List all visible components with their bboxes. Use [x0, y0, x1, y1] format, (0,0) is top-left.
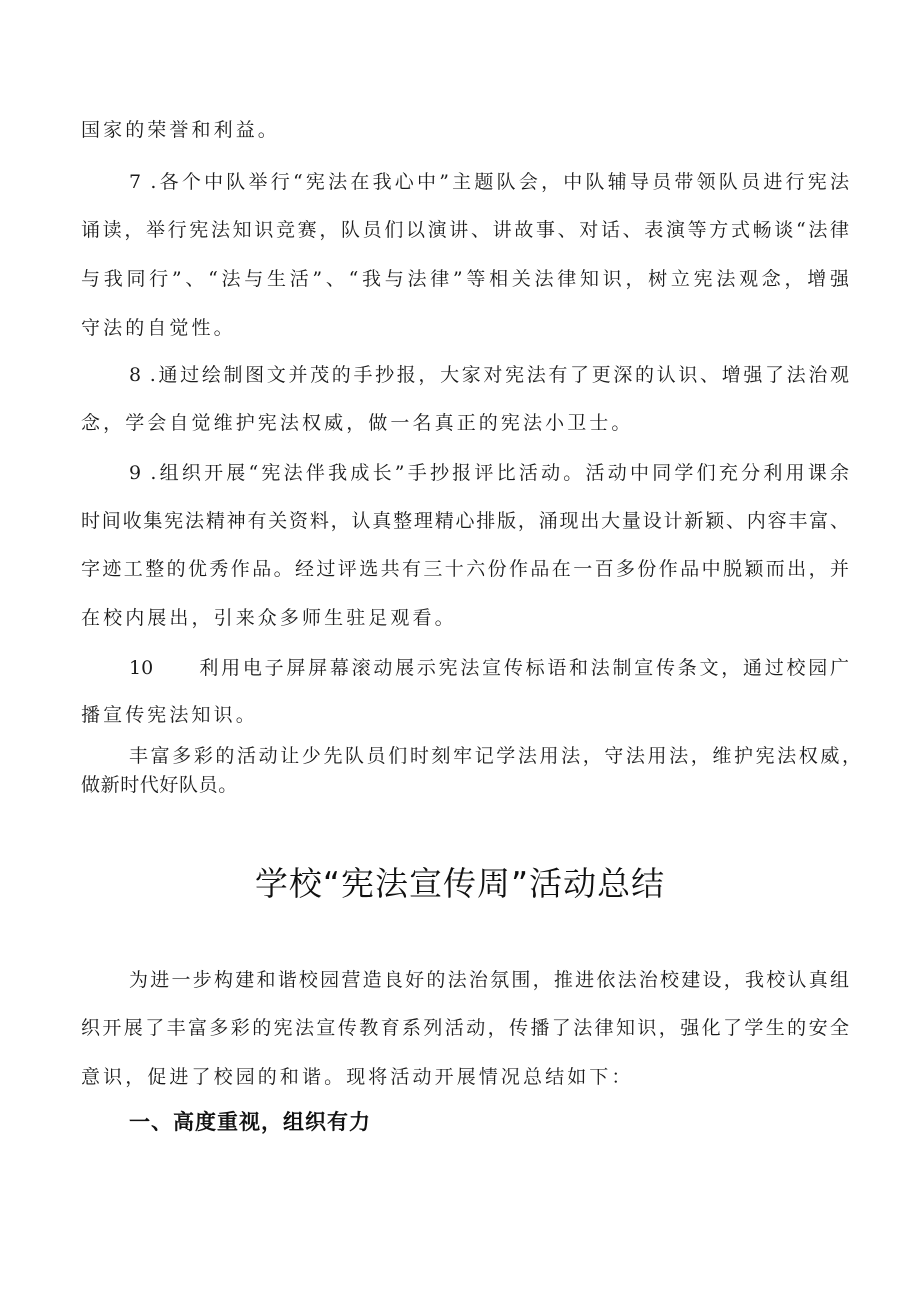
paragraph-line: 8 .通过绘制图文并茂的手抄报，大家对宪法有了更深的认识、增强了法治观	[129, 364, 849, 386]
paragraph-line: 诵读，举行宪法知识竞赛，队员们以演讲、讲故事、对话、表演等方式畅谈“法律	[81, 219, 849, 241]
paragraph-line: 7 .各个中队举行“宪法在我心中”主题队会，中队辅导员带领队员进行宪法	[129, 171, 849, 193]
paragraph-line: 10 利用电子屏屏幕滚动展示宪法宣传标语和法制宣传条文，通过校园广	[129, 657, 849, 679]
paragraph-line: 播宣传宪法知识。	[81, 704, 258, 726]
paragraph-line: 国家的荣誉和利益。	[81, 119, 280, 141]
paragraph-line: 与我同行”、“法与生活”、“我与法律”等相关法律知识，树立宪法观念，增强	[81, 268, 849, 290]
paragraph-line: 念，学会自觉维护宪法权威，做一名真正的宪法小卫士。	[81, 412, 634, 434]
paragraph-line: 时间收集宪法精神有关资料，认真整理精心排版，涌现出大量设计新颖、内容丰富、	[81, 510, 849, 532]
paragraph-line: 丰富多彩的活动让少先队员们时刻牢记学法用法，守法用法，维护宪法权威，	[129, 745, 861, 767]
paragraph-line: 字迹工整的优秀作品。经过评选共有三十六份作品在一百多份作品中脱颖而出，并	[81, 558, 849, 580]
paragraph-line: 9 .组织开展“宪法伴我成长”手抄报评比活动。活动中同学们充分利用课余	[129, 462, 849, 484]
section-heading: 一、高度重视，组织有力	[129, 1110, 371, 1134]
paragraph-line: 做新时代好队员。	[81, 774, 238, 796]
intro-line: 为进一步构建和谐校园营造良好的法治氛围，推进依法治校建设，我校认真组	[129, 969, 849, 991]
paragraph-line: 守法的自觉性。	[81, 317, 236, 339]
intro-line: 意识，促进了校园的和谐。现将活动开展情况总结如下：	[81, 1066, 634, 1088]
paragraph-line: 在校内展出，引来众多师生驻足观看。	[81, 607, 457, 629]
intro-line: 织开展了丰富多彩的宪法宣传教育系列活动，传播了法律知识，强化了学生的安全	[81, 1017, 849, 1039]
document-title: 学校“宪法宣传周”活动总结	[254, 864, 666, 903]
